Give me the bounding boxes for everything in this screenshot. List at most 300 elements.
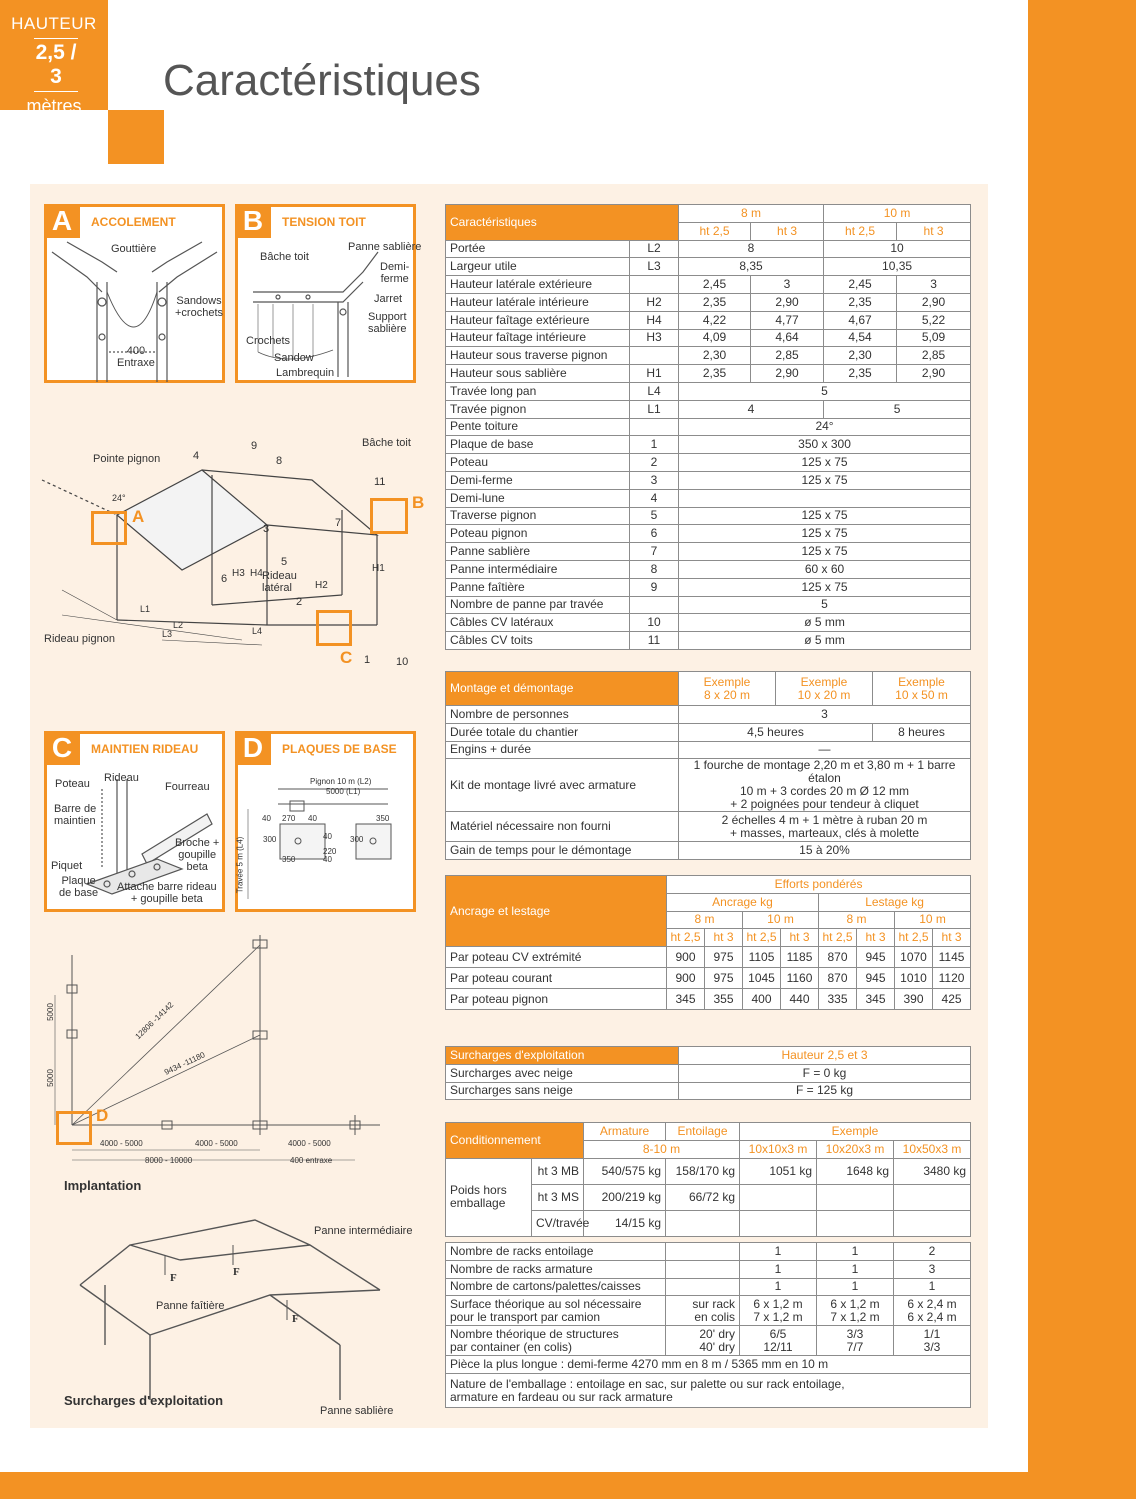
note-row — [446, 1356, 971, 1374]
ht-header: ht 3 — [857, 929, 895, 947]
table-cell: 3 — [751, 276, 824, 294]
table-cell: 1185 — [781, 947, 819, 968]
dim-40d: 40 — [323, 855, 332, 864]
table-cell: 440 — [781, 989, 819, 1010]
table-cell: 425 — [933, 989, 971, 1010]
table-cell: 60 x 60 — [679, 560, 971, 578]
row-side: sur rack en colis — [666, 1296, 740, 1326]
table-cell: 125 x 75 — [679, 454, 971, 472]
label-5000: 5000 (L1) — [326, 787, 361, 796]
table-cell: 400 — [743, 989, 781, 1010]
table-cell: 2,45 — [824, 276, 897, 294]
table-cell: 1120 — [933, 968, 971, 989]
table-cell: 3/3 7/7 — [817, 1326, 894, 1356]
row-label: Câbles CV latéraux — [446, 614, 630, 632]
row-label: Hauteur latérale extérieure — [446, 276, 630, 294]
box-plaques-base — [235, 731, 416, 912]
table-cell: 1160 — [781, 968, 819, 989]
label-rideau-lateral: Rideau latéral — [262, 570, 297, 594]
size-header: 8 m — [819, 911, 895, 929]
table-row — [446, 418, 971, 436]
label-h4: H4 — [250, 568, 263, 579]
table-row — [446, 507, 971, 525]
label-gouttiere: Gouttière — [111, 243, 157, 255]
row-code: H3 — [630, 329, 679, 347]
group-header: 8 m — [679, 205, 824, 223]
dim-4000b: 4000 - 5000 — [195, 1139, 238, 1148]
table-cell: 5,22 — [897, 311, 971, 329]
note: Nature de l'emballage : entoilage en sac, sur palette ou sur rack entoilage, armature en fardeau ou sur rack armature — [446, 1374, 971, 1408]
label-fourreau: Fourreau — [165, 781, 210, 793]
table-cell: 2,90 — [897, 365, 971, 383]
page-title: Caractéristiques — [163, 56, 481, 105]
table-row — [446, 258, 971, 276]
row-side: 20' dry 40' dry — [666, 1326, 740, 1356]
label-pignon: Pignon 10 m (L2) — [310, 777, 372, 786]
table-cell: 1070 — [895, 947, 933, 968]
table-cell: 2,30 — [824, 347, 897, 365]
label-crochets: Crochets — [246, 335, 291, 347]
row-code: L4 — [630, 382, 679, 400]
height-label: HAUTEUR — [11, 14, 97, 33]
label-angle: 24° — [112, 493, 126, 503]
table-cell: 5 — [679, 596, 971, 614]
dim-4000c: 4000 - 5000 — [288, 1139, 331, 1148]
row-code: 5 — [630, 507, 679, 525]
table-cell: 2,35 — [679, 293, 751, 311]
table-cell: 8,35 — [679, 258, 824, 276]
table-cell: 24° — [679, 418, 971, 436]
marker-c — [316, 610, 352, 646]
height-value: 2,5 / 3 — [34, 38, 78, 92]
row-label: Surcharges sans neige — [446, 1082, 679, 1100]
table-row — [446, 842, 971, 860]
row-label: Hauteur sous sablière — [446, 365, 630, 383]
row-code: L3 — [630, 258, 679, 276]
height-tab — [0, 0, 108, 116]
label-lambrequin: Lambrequin — [276, 367, 335, 379]
table-title: Conditionnement — [446, 1123, 584, 1159]
label-l3: L3 — [162, 629, 173, 639]
part-3: 3 — [263, 523, 270, 535]
table-cell: 10 — [824, 240, 971, 258]
orange-bottom-band — [0, 1472, 1136, 1499]
table-cell: 2 échelles 4 m + 1 mètre à ruban 20 m + masses, marteaux, clés à molette — [679, 812, 971, 842]
ht-header: ht 2,5 — [819, 929, 857, 947]
table-row — [446, 311, 971, 329]
table-conditionnement — [445, 1122, 971, 1237]
row-code: 2 — [630, 454, 679, 472]
part-2: 2 — [296, 596, 303, 608]
table-cell: 390 — [895, 989, 933, 1010]
dim-4000a: 4000 - 5000 — [100, 1139, 143, 1148]
row-label: Par poteau CV extrémité — [446, 947, 667, 968]
row-sub: ht 3 MB — [532, 1158, 584, 1184]
table-row — [446, 632, 971, 650]
sub-header: ht 2,5 — [679, 222, 751, 240]
table-title: Ancrage et lestage — [446, 876, 667, 947]
table-cell: ø 5 mm — [679, 632, 971, 650]
row-label: Largeur utile — [446, 258, 630, 276]
table-cell: 1045 — [743, 968, 781, 989]
row-label: Durée totale du chantier — [446, 723, 679, 741]
part-11: 11 — [374, 476, 386, 488]
label-rideau-pignon: Rideau pignon — [44, 633, 115, 645]
table-cell: F = 0 kg — [679, 1064, 971, 1082]
part-9: 9 — [251, 440, 258, 452]
table-cell: 4,22 — [679, 311, 751, 329]
row-code: 3 — [630, 471, 679, 489]
table-cell — [894, 1184, 971, 1210]
row-code — [630, 276, 679, 294]
row-label: Panne faîtière — [446, 578, 630, 596]
table-cell: 900 — [667, 968, 705, 989]
box-title: MAINTIEN RIDEAU — [91, 742, 199, 756]
armature-header: Armature — [584, 1123, 666, 1141]
table-row — [446, 489, 971, 507]
label-sandow: Sandow — [274, 352, 314, 364]
caption-surcharges: Surcharges d'exploitation — [64, 1393, 224, 1408]
dim-entraxe: 400 entraxe — [290, 1156, 333, 1165]
dim-350a: 350 — [376, 814, 390, 823]
table-cell: 1145 — [933, 947, 971, 968]
ht-header: ht 2,5 — [743, 929, 781, 947]
table-cell: 125 x 75 — [679, 471, 971, 489]
ht-header: ht 2,5 — [667, 929, 705, 947]
row-label: Pente toiture — [446, 418, 630, 436]
table-cell: 2,30 — [679, 347, 751, 365]
label-panne-intermediaire: Panne intermédiaire — [314, 1225, 413, 1237]
table-cell: 870 — [819, 947, 857, 968]
table-cell: 3 — [894, 1260, 971, 1278]
table-title: Caractéristiques — [446, 205, 679, 241]
table-cell — [817, 1184, 894, 1210]
table-cell: 4,64 — [751, 329, 824, 347]
table-cell: 1 — [740, 1278, 817, 1296]
table-row — [446, 1278, 971, 1296]
marker-letter-d: D — [96, 1106, 109, 1125]
label-piquet: Piquet — [51, 860, 83, 872]
range-header: 8-10 m — [584, 1140, 740, 1158]
row-code — [630, 596, 679, 614]
table-cell: 945 — [857, 947, 895, 968]
table-cell: 4,54 — [824, 329, 897, 347]
table-title: Surcharges d'exploitation — [446, 1047, 679, 1065]
table-cell: 4,09 — [679, 329, 751, 347]
label-jarret: Jarret — [374, 293, 403, 305]
ht-header: ht 2,5 — [895, 929, 933, 947]
size-header: 10 m — [743, 911, 819, 929]
table-caracteristiques — [445, 204, 971, 650]
label-demi-ferme: Demi- ferme — [380, 261, 410, 285]
example-header: Exemple 10 x 50 m — [873, 672, 971, 706]
dim-diag2: 9434 -11180 — [162, 1050, 207, 1077]
dim-5000b: 5000 — [45, 1069, 55, 1087]
label-h1: H1 — [372, 563, 385, 574]
dim-40b: 40 — [308, 814, 317, 823]
row-code: 7 — [630, 543, 679, 561]
table-cell: 5 — [824, 400, 971, 418]
force-f2: F — [233, 1266, 240, 1278]
table-cell: 6 x 2,4 m 6 x 2,4 m — [894, 1296, 971, 1326]
table-cell — [894, 1210, 971, 1236]
table-cell: 6 x 1,2 m 7 x 1,2 m — [740, 1296, 817, 1326]
label-poteau: Poteau — [55, 778, 90, 790]
table-ancrage — [445, 875, 971, 1010]
label-h3: H3 — [232, 568, 245, 579]
row-label: Engins + durée — [446, 741, 679, 759]
table-row — [446, 812, 971, 842]
table-cell: 350 x 300 — [679, 436, 971, 454]
row-code — [630, 347, 679, 365]
height-header: Hauteur 2,5 et 3 — [679, 1047, 971, 1065]
box-title: ACCOLEMENT — [91, 215, 176, 229]
part-5: 5 — [281, 556, 288, 568]
table-cell — [666, 1210, 740, 1236]
row-label: Hauteur faîtage intérieure — [446, 329, 630, 347]
label-barre-maintien: Barre de maintien — [54, 803, 97, 827]
table-row — [446, 543, 971, 561]
table-cell: F = 125 kg — [679, 1082, 971, 1100]
row-label: Hauteur latérale intérieure — [446, 293, 630, 311]
row-code: H4 — [630, 311, 679, 329]
table-title: Montage et démontage — [446, 672, 679, 706]
row-label: Gain de temps pour le démontage — [446, 842, 679, 860]
row-code: H2 — [630, 293, 679, 311]
row-side — [666, 1243, 740, 1261]
table-cell: 975 — [705, 968, 743, 989]
row-label: Par poteau pignon — [446, 989, 667, 1010]
table-row — [446, 947, 971, 968]
table-row — [446, 741, 971, 759]
table-row — [446, 365, 971, 383]
row-label: Nombre de personnes — [446, 706, 679, 724]
note: Pièce la plus longue : demi-ferme 4270 mm en 8 m / 5365 mm en 10 m — [446, 1356, 971, 1374]
part-10: 10 — [396, 656, 409, 668]
label-rideau: Rideau — [104, 772, 139, 784]
box-tension-toit — [235, 204, 422, 383]
table-row — [446, 968, 971, 989]
table-cell: 2,35 — [824, 293, 897, 311]
table-cell: 975 — [705, 947, 743, 968]
note-row — [446, 1374, 971, 1408]
ex-size: 10x50x3 m — [894, 1140, 971, 1158]
label-pointe-pignon: Pointe pignon — [93, 453, 161, 465]
label-bache-toit: Bâche toit — [362, 437, 411, 449]
label-l1: L1 — [140, 604, 151, 614]
box-letter: B — [235, 204, 271, 238]
table-row — [446, 1243, 971, 1261]
table-row — [446, 560, 971, 578]
label-panne-faitiere: Panne faîtière — [156, 1300, 225, 1312]
table-cell — [817, 1210, 894, 1236]
part-6: 6 — [221, 573, 228, 585]
row-sub: CV/travée — [532, 1210, 584, 1236]
row-label: Nombre de racks armature — [446, 1260, 666, 1278]
marker-d — [56, 1111, 92, 1145]
table-cell: 10,35 — [824, 258, 971, 276]
table-row — [446, 436, 971, 454]
table-cell: 6 x 1,2 m 7 x 1,2 m — [817, 1296, 894, 1326]
row-label: Demi-lune — [446, 489, 630, 507]
row-label: Plaque de base — [446, 436, 630, 454]
table-cell: 15 à 20% — [679, 842, 971, 860]
table-cell: 2,90 — [751, 293, 824, 311]
label-bache-toit: Bâche toit — [260, 251, 309, 263]
label-l2: L2 — [173, 620, 184, 630]
table-cell: 2,35 — [679, 365, 751, 383]
row-code: 9 — [630, 578, 679, 596]
table-row — [446, 989, 971, 1010]
exemple-header: Exemple — [740, 1123, 971, 1141]
table-cell: 4,77 — [751, 311, 824, 329]
table-cell: 5,09 — [897, 329, 971, 347]
table-cell: 1 — [817, 1243, 894, 1261]
label-panne-sabliere: Panne sablière — [348, 241, 422, 253]
table-cell: 200/219 kg — [584, 1184, 666, 1210]
table-cell: 6/5 12/11 — [740, 1326, 817, 1356]
table-cell: 345 — [667, 989, 705, 1010]
marker-letter-c: C — [340, 648, 353, 667]
table-row — [446, 293, 971, 311]
table-cell: 3 — [897, 276, 971, 294]
label-l4: L4 — [252, 626, 263, 636]
ex-size: 10x20x3 m — [817, 1140, 894, 1158]
table-row — [446, 329, 971, 347]
row-label: Nombre théorique de structures par container (en colis) — [446, 1326, 666, 1356]
dim-300b: 300 — [350, 835, 364, 844]
table-cell: 4 — [679, 400, 824, 418]
table-cell: 1051 kg — [740, 1158, 817, 1184]
table-row — [446, 1296, 971, 1326]
table-cell — [679, 489, 971, 507]
part-1: 1 — [364, 654, 371, 666]
table-cell: 2,35 — [824, 365, 897, 383]
table-cell: 1/1 3/3 — [894, 1326, 971, 1356]
label-h2: H2 — [315, 580, 328, 591]
table-row — [446, 614, 971, 632]
size-header: 10 m — [895, 911, 971, 929]
table-cell: 125 x 75 — [679, 525, 971, 543]
row-label: Poteau pignon — [446, 525, 630, 543]
label-travee: Travée 5 m (L4) — [235, 836, 245, 894]
dim-8000: 8000 - 10000 — [145, 1156, 193, 1165]
row-code — [630, 418, 679, 436]
marker-a — [91, 511, 127, 545]
table-row — [446, 578, 971, 596]
table-row — [446, 400, 971, 418]
row-label: Hauteur faîtage extérieure — [446, 311, 630, 329]
table-cell: 3 — [679, 706, 971, 724]
sub-header: ht 3 — [897, 222, 971, 240]
table-cell: 1 — [740, 1260, 817, 1278]
table-row — [446, 382, 971, 400]
table-row — [446, 1260, 971, 1278]
table-row — [446, 1082, 971, 1100]
table-row — [446, 471, 971, 489]
table-cell: 4,67 — [824, 311, 897, 329]
table-cell: 540/575 kg — [584, 1158, 666, 1184]
sub-header: ht 3 — [751, 222, 824, 240]
table-transport — [445, 1242, 971, 1408]
table-cell: ø 5 mm — [679, 614, 971, 632]
poids-label: Poids hors emballage — [446, 1158, 532, 1236]
table-cell: 345 — [857, 989, 895, 1010]
row-label: Kit de montage livré avec armature — [446, 759, 679, 812]
table-cell: 355 — [705, 989, 743, 1010]
table-cell: 1 — [894, 1278, 971, 1296]
row-sub: ht 3 MS — [532, 1184, 584, 1210]
corner-square — [108, 110, 164, 164]
table-cell: 900 — [667, 947, 705, 968]
part-4: 4 — [193, 450, 200, 462]
table-cell: — — [679, 741, 971, 759]
orange-side-band — [1028, 0, 1136, 1499]
row-code: 11 — [630, 632, 679, 650]
box-letter: D — [235, 731, 271, 765]
efforts-header: Efforts pondérés — [667, 876, 971, 894]
part-7: 7 — [335, 517, 342, 529]
row-label: Nombre de racks entoilage — [446, 1243, 666, 1261]
ancrage-header: Ancrage kg — [667, 893, 819, 911]
dim-350b: 350 — [282, 855, 296, 864]
table-cell: 1 fourche de montage 2,20 m et 3,80 m + 1 barre étalon 10 m + 3 cordes 20 m Ø 12 mm + 2 poignées pour tendeur à cliquet — [679, 759, 971, 812]
dim-300a: 300 — [263, 835, 277, 844]
row-code: 8 — [630, 560, 679, 578]
marker-letter-a: A — [132, 507, 145, 526]
box-title: PLAQUES DE BASE — [282, 742, 397, 756]
row-code: 4 — [630, 489, 679, 507]
row-label: Poteau — [446, 454, 630, 472]
table-cell: 14/15 kg — [584, 1210, 666, 1236]
row-label: Panne sablière — [446, 543, 630, 561]
table-cell: 3480 kg — [894, 1158, 971, 1184]
height-unit: mètres — [26, 96, 82, 116]
lestage-header: Lestage kg — [819, 893, 971, 911]
label-attache-barre: Attache barre rideau + goupille beta — [117, 881, 217, 905]
table-cell: 2,90 — [751, 365, 824, 383]
table-row — [446, 759, 971, 812]
dim-220: 220 — [323, 847, 337, 856]
part-8: 8 — [276, 455, 283, 467]
table-cell: 870 — [819, 968, 857, 989]
table-cell: 8 — [679, 240, 824, 258]
ht-header: ht 3 — [781, 929, 819, 947]
table-cell: 1010 — [895, 968, 933, 989]
label-support-sabliere: Support sablière — [368, 311, 407, 335]
table-cell — [740, 1184, 817, 1210]
example-header: Exemple 10 x 20 m — [776, 672, 873, 706]
row-code: H1 — [630, 365, 679, 383]
row-code: 1 — [630, 436, 679, 454]
table-row — [446, 1326, 971, 1356]
dim-40a: 40 — [262, 814, 271, 823]
table-cell: 125 x 75 — [679, 507, 971, 525]
row-label: Panne intermédiaire — [446, 560, 630, 578]
row-label: Câbles CV toits — [446, 632, 630, 650]
table-cell: 1 — [817, 1260, 894, 1278]
group-header: 10 m — [824, 205, 971, 223]
table-cell: 66/72 kg — [666, 1184, 740, 1210]
dim-5000a: 5000 — [45, 1003, 55, 1021]
table-row — [446, 1158, 971, 1184]
surcharges-drawing — [70, 1215, 413, 1415]
sub-header: ht 2,5 — [824, 222, 897, 240]
row-code: 6 — [630, 525, 679, 543]
table-cell: 2,85 — [751, 347, 824, 365]
table-surcharges — [445, 1046, 971, 1100]
force-f3: F — [292, 1313, 299, 1325]
